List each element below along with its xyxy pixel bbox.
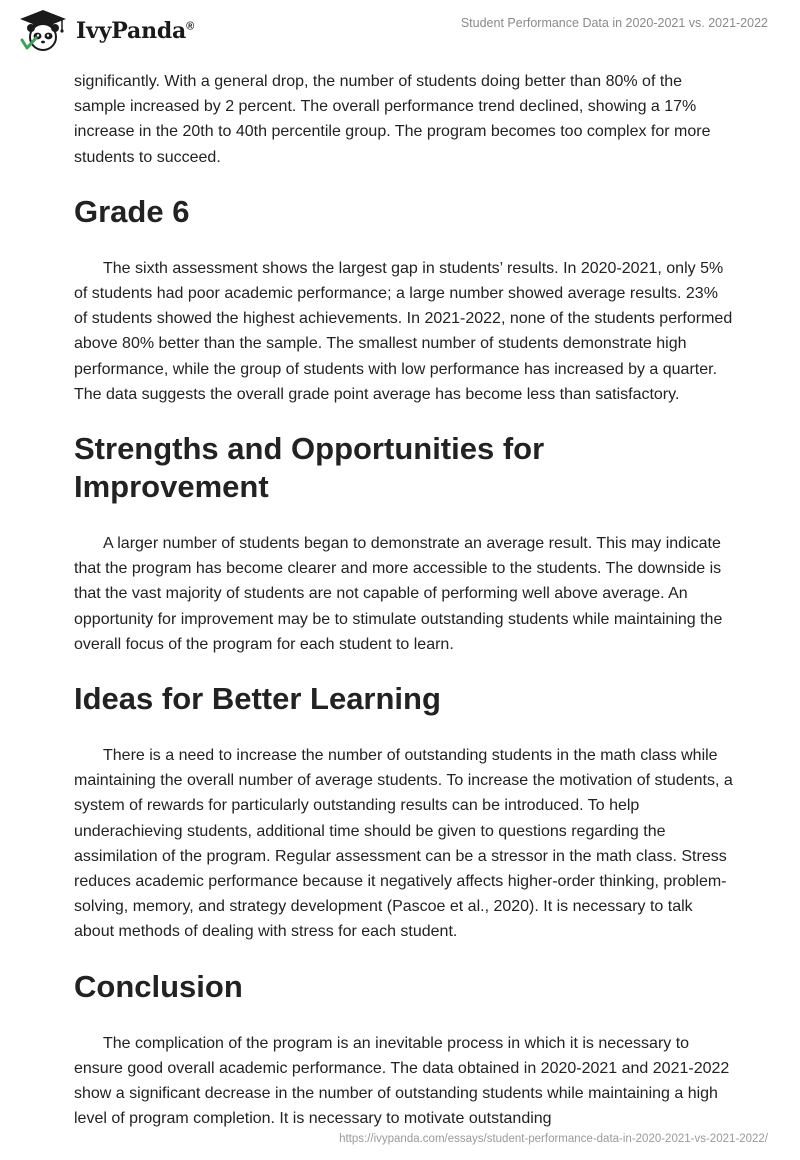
section-paragraph-strengths: A larger number of students began to demonstrate an average result. This may indicate that the program has become clearer and more accessible to the students. The downside is that the vast majority of students are not capable of performing well above average. An opportunity for improvement may be to stimulate outstanding students while maintaining the overall focus of the program for each student to learn. [74,535,723,653]
section-paragraph-conclusion: The complication of the program is an inevitable process in which it is necessary to ensure good overall academic performance. The data obtained in 2020-2021 and 2021-2022 show a significant decrease in the number of outstanding students while maintaining a high level of program completion. It is necessary to motivate outstanding [74,1034,730,1128]
source-url-link[interactable]: https://ivypanda.com/essays/student-performance-data-in-2020-2021-vs-2021-2022/ [339,1133,768,1145]
section-paragraph-ideas: There is a need to increase the number of outstanding students in the math class while maintaining the overall number of average students. To increase the motivation of students, a system of rewards for particularly outstanding results can be introduced. To help underachieving students, additional time should be given to questions regarding the assimilation of the program. Regular assessment can be a stressor in the math class. Stress reduces academic performance because it negatively affects higher-order thinking, problem-solving, memory, and strategy development (Pascoe et al., 2020). It is necessary to talk about methods of dealing with stress for each student. [74,747,733,941]
section-paragraph-grade-6: The sixth assessment shows the largest gap in students’ results. In 2020-2021, only 5% of students had poor academic performance; a large number showed average results. 23% of students showed the highest achievements. In 2021-2022, none of the students performed above 80% better than the sample. The smallest number of students demonstrate high performance, while the group of students with low performance has increased by a quarter. The data suggests the overall grade point average has become less than satisfactory. [74,259,733,403]
essay-body [74,69,734,1131]
document-title: Student Performance Data in 2020-2021 vs. 2021-2022 [460,16,768,30]
page-header [0,0,800,70]
section-heading-strengths: Strengths and Opportunities for Improvement [74,431,545,505]
logo-wordmark: IvyPanda® [76,18,195,44]
section-heading-grade-6: Grade 6 [74,193,190,229]
ivypanda-logo[interactable] [16,8,194,52]
section-heading-conclusion: Conclusion [74,968,243,1004]
intro-paragraph: significantly. With a general drop, the number of students doing better than 80% of the sample increased by 2 percent. The overall performance trend declined, showing a 17% increase in the 20th to 40th percentile group. The program becomes too complex for more students to succeed. [74,73,711,166]
panda-logo-icon [16,8,70,52]
section-heading-ideas: Ideas for Better Learning [74,681,441,717]
